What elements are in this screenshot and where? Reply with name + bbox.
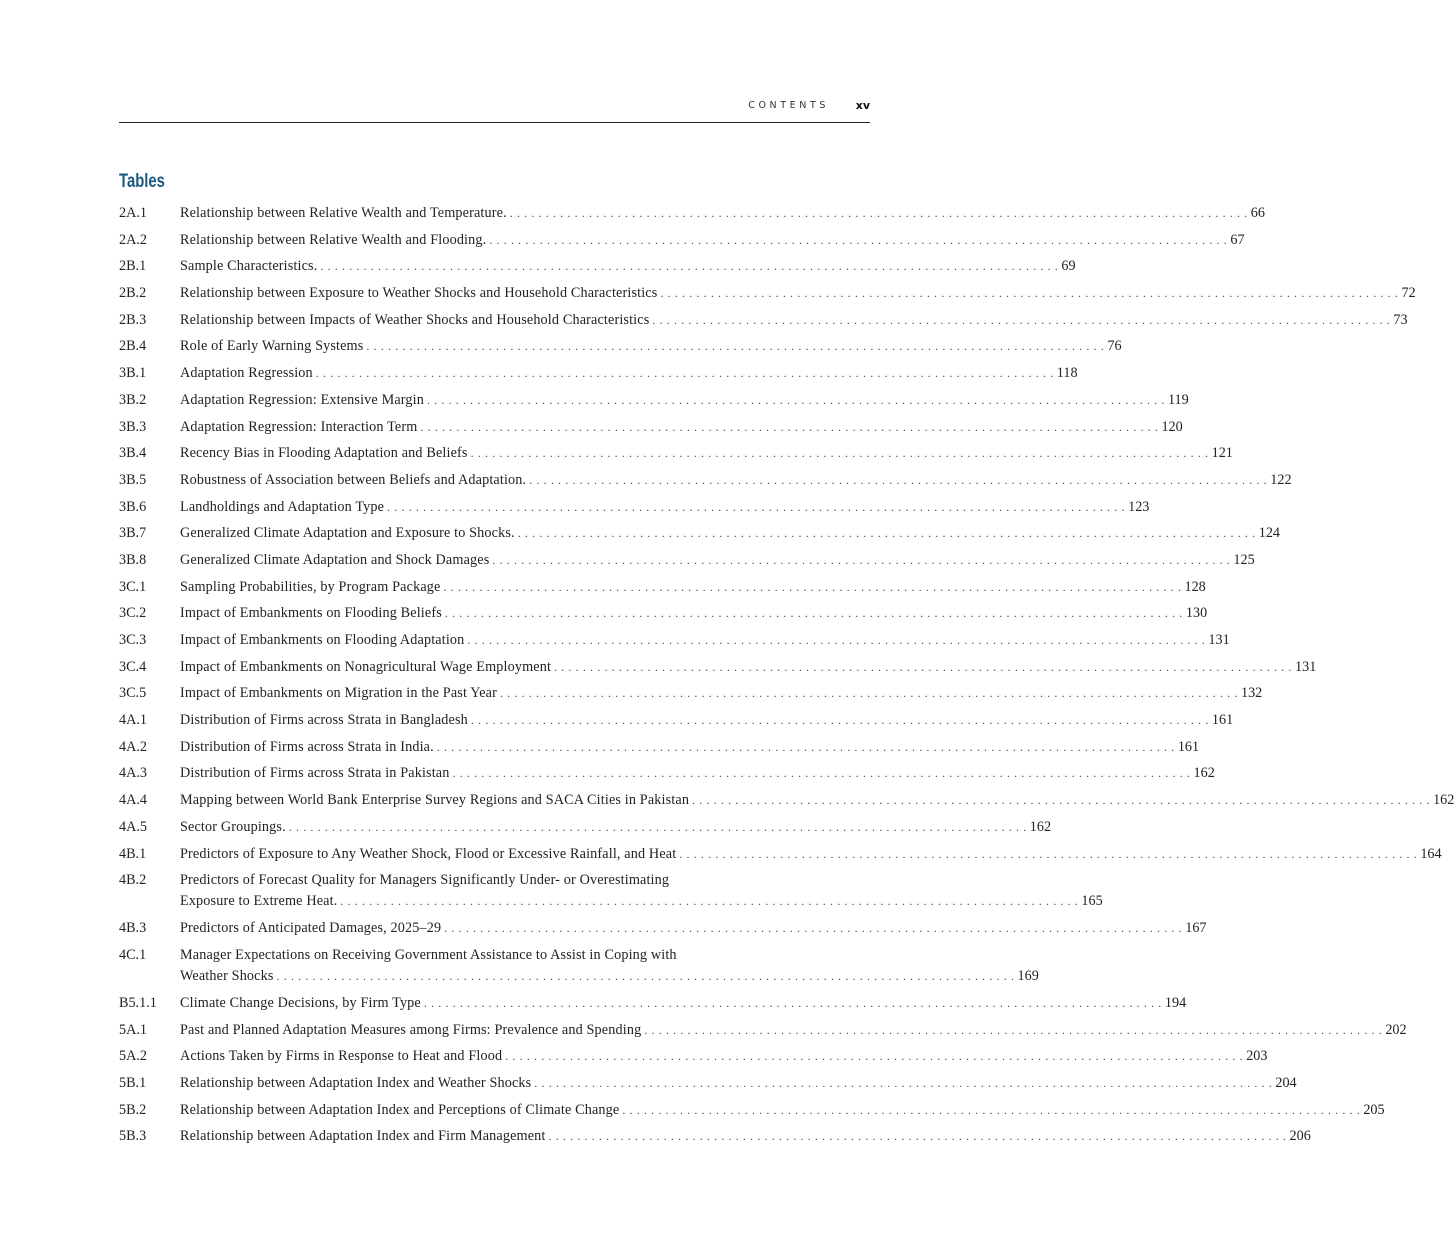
dot-leader bbox=[387, 497, 1125, 518]
toc-entry-body bbox=[180, 1126, 1311, 1147]
running-header bbox=[119, 98, 870, 123]
dot-leader bbox=[679, 844, 1417, 865]
dot-leader bbox=[622, 1100, 1360, 1121]
toc-entry-body bbox=[180, 1046, 1267, 1067]
toc-entry-number: 4A.2 bbox=[119, 738, 147, 755]
toc-entry-number: 2A.2 bbox=[119, 231, 147, 248]
toc-entry-page[interactable]: 128 bbox=[1184, 578, 1206, 595]
toc-entry-number: 4A.3 bbox=[119, 765, 147, 782]
toc-entry[interactable] bbox=[119, 283, 1416, 310]
toc-entry[interactable] bbox=[119, 1073, 1297, 1100]
dot-leader bbox=[529, 470, 1267, 491]
toc-entry-page[interactable]: 119 bbox=[1167, 391, 1189, 408]
toc-entry-body bbox=[180, 417, 1183, 438]
toc-entry-title[interactable]: Impact of Embankments on Migration in the Past Year bbox=[180, 685, 497, 702]
toc-entry-page[interactable]: 169 bbox=[1017, 967, 1039, 984]
toc-entry-page[interactable]: 67 bbox=[1230, 231, 1245, 248]
toc-entry-title[interactable]: Relationship between Relative Wealth and Flooding. bbox=[180, 231, 487, 248]
toc-entry-body bbox=[180, 390, 1189, 411]
toc-entry[interactable] bbox=[119, 230, 1245, 257]
toc-entry-body bbox=[180, 737, 1199, 758]
toc-entry-page[interactable]: 203 bbox=[1246, 1048, 1268, 1065]
toc-entry-body bbox=[180, 497, 1149, 518]
toc-entry-number: 2B.4 bbox=[119, 338, 147, 355]
toc-entry-title[interactable]: Robustness of Association between Beliefs and Adaptation. bbox=[180, 471, 527, 488]
toc-entry-title[interactable]: Mapping between World Bank Enterprise Survey Regions and SACA Cities in Pakistan bbox=[180, 792, 690, 809]
toc-entry[interactable] bbox=[119, 710, 1234, 737]
toc-entry[interactable] bbox=[119, 945, 1039, 993]
dot-leader bbox=[366, 336, 1104, 357]
dot-leader bbox=[424, 993, 1162, 1014]
toc-entry-body bbox=[180, 657, 1316, 678]
toc-entry-number: 2B.1 bbox=[119, 258, 147, 275]
toc-entry-body bbox=[180, 844, 1442, 865]
toc-entry-number: 3B.5 bbox=[119, 471, 147, 488]
toc-entry-body bbox=[180, 870, 1103, 912]
toc-entry[interactable] bbox=[119, 763, 1215, 790]
toc-entry-title[interactable]: Generalized Climate Adaptation and Exposure to Shocks. bbox=[180, 525, 515, 542]
toc-entry-number: 4B.1 bbox=[119, 845, 147, 862]
dot-leader bbox=[510, 203, 1248, 224]
toc-entry-title[interactable]: Predictors of Exposure to Any Weather Shock, Flood or Excessive Rainfall, and Heat bbox=[180, 845, 677, 862]
toc-entry-title[interactable]: Climate Change Decisions, by Firm Type bbox=[180, 994, 421, 1011]
toc-entry-title[interactable]: Predictors of Anticipated Damages, 2025–29 bbox=[180, 920, 442, 937]
toc-entry-title[interactable]: Relationship between Adaptation Index and Perceptions of Climate Change bbox=[180, 1101, 620, 1118]
dot-leader bbox=[444, 918, 1182, 939]
dot-leader bbox=[289, 817, 1027, 838]
toc-entry-number: 4A.4 bbox=[119, 792, 147, 809]
table-of-contents bbox=[119, 203, 1454, 1153]
toc-entry-page[interactable]: 125 bbox=[1233, 551, 1255, 568]
toc-entry-title[interactable]: Adaptation Regression bbox=[180, 365, 313, 382]
toc-entry-number: 3B.7 bbox=[119, 525, 147, 542]
toc-entry-number: 3C.1 bbox=[119, 578, 147, 595]
section-heading: Tables bbox=[119, 171, 165, 192]
toc-entry[interactable] bbox=[119, 1100, 1385, 1127]
dot-leader bbox=[652, 310, 1390, 331]
toc-entry-body bbox=[180, 310, 1408, 331]
toc-entry-number: 5B.2 bbox=[119, 1101, 147, 1118]
toc-entry-number: 4B.3 bbox=[119, 920, 147, 937]
dot-leader bbox=[420, 417, 1158, 438]
dot-leader bbox=[492, 550, 1230, 571]
toc-entry-title[interactable]: Relationship between Relative Wealth and Temperature. bbox=[180, 205, 507, 221]
toc-entry-page[interactable]: 118 bbox=[1056, 365, 1078, 382]
dot-leader bbox=[554, 657, 1292, 678]
toc-entry-body bbox=[180, 945, 1039, 987]
toc-entry-body bbox=[180, 763, 1215, 784]
toc-entry-page[interactable]: 205 bbox=[1363, 1101, 1385, 1118]
toc-entry-body bbox=[180, 683, 1262, 704]
toc-entry-page[interactable]: 164 bbox=[1420, 845, 1442, 862]
toc-entry[interactable] bbox=[119, 683, 1263, 710]
toc-entry-page[interactable]: 123 bbox=[1128, 498, 1150, 515]
toc-entry-title[interactable]: Relationship between Exposure to Weather Shocks and Household Characteristics bbox=[180, 285, 658, 302]
dot-leader bbox=[534, 1073, 1272, 1094]
toc-entry-title-line1: Manager Expectations on Receiving Government Assistance to Assist in Coping with bbox=[180, 946, 677, 963]
toc-entry[interactable] bbox=[119, 1046, 1268, 1073]
toc-entry[interactable] bbox=[119, 550, 1255, 577]
toc-entry-body bbox=[180, 1100, 1385, 1121]
toc-entry[interactable] bbox=[119, 363, 1078, 390]
toc-entry-page[interactable]: 122 bbox=[1270, 471, 1292, 488]
toc-entry-title[interactable]: Impact of Embankments on Flooding Beliefs bbox=[180, 605, 442, 622]
toc-entry[interactable] bbox=[119, 918, 1207, 945]
toc-entry[interactable] bbox=[119, 497, 1150, 524]
toc-entry-title[interactable]: Impact of Embankments on Nonagricultural Wage Employment bbox=[180, 658, 552, 675]
toc-entry-page[interactable]: 130 bbox=[1185, 605, 1208, 622]
toc-entry-number: 2B.2 bbox=[119, 285, 147, 302]
toc-entry-title[interactable]: Sample Characteristics. bbox=[180, 258, 318, 275]
toc-entry[interactable] bbox=[119, 630, 1230, 657]
dot-leader bbox=[437, 737, 1175, 758]
dot-leader bbox=[660, 283, 1398, 304]
running-header-section: CONTENTS bbox=[748, 100, 829, 111]
toc-entry-body bbox=[180, 203, 1265, 224]
toc-entry-page[interactable]: 194 bbox=[1164, 994, 1187, 1011]
toc-entry-body bbox=[180, 336, 1122, 357]
dot-leader bbox=[427, 390, 1165, 411]
toc-entry-title[interactable]: Relationship between Adaptation Index and Weather Shocks bbox=[180, 1074, 532, 1091]
toc-entry[interactable] bbox=[119, 844, 1442, 871]
toc-entry-page[interactable]: 124 bbox=[1258, 525, 1281, 542]
toc-entry[interactable] bbox=[119, 470, 1292, 497]
running-header-page-number: xv bbox=[855, 99, 870, 112]
toc-entry-page[interactable]: 206 bbox=[1289, 1128, 1311, 1145]
toc-entry[interactable] bbox=[119, 1126, 1311, 1153]
toc-entry[interactable] bbox=[119, 443, 1233, 470]
toc-entry-title[interactable]: Past and Planned Adaptation Measures among Firms: Prevalence and Spending bbox=[180, 1021, 642, 1038]
toc-entry-title[interactable]: Impact of Embankments on Flooding Adaptation bbox=[180, 632, 465, 648]
toc-entry-number: 3C.3 bbox=[119, 632, 147, 648]
toc-entry-title[interactable]: Relationship between Adaptation Index and Firm Management bbox=[180, 1128, 546, 1145]
toc-entry-body bbox=[180, 230, 1245, 251]
toc-entry-number: 5A.1 bbox=[119, 1021, 147, 1038]
toc-entry-body bbox=[180, 918, 1207, 939]
toc-entry[interactable] bbox=[119, 993, 1187, 1020]
toc-entry-title[interactable]: Sector Groupings. bbox=[180, 818, 286, 835]
toc-entry[interactable] bbox=[119, 523, 1281, 550]
toc-entry[interactable] bbox=[119, 737, 1200, 764]
toc-entry-number: 3C.4 bbox=[119, 658, 147, 675]
toc-entry-title[interactable]: Actions Taken by Firms in Response to Heat and Flood bbox=[180, 1048, 503, 1065]
toc-entry-page[interactable]: 162 bbox=[1433, 792, 1454, 809]
toc-entry-title[interactable]: Generalized Climate Adaptation and Shock Damages bbox=[180, 551, 490, 568]
dot-leader bbox=[549, 1126, 1287, 1147]
toc-entry-body bbox=[180, 523, 1280, 544]
toc-entry-body bbox=[180, 283, 1416, 304]
toc-entry[interactable] bbox=[119, 390, 1189, 417]
toc-entry[interactable] bbox=[119, 870, 1103, 918]
toc-entry[interactable] bbox=[119, 203, 1265, 230]
toc-entry-body bbox=[180, 256, 1076, 277]
toc-entry-number: 2B.3 bbox=[119, 311, 147, 328]
toc-entry[interactable] bbox=[119, 603, 1208, 630]
toc-entry-body bbox=[180, 1020, 1407, 1041]
toc-entry-number: 2A.1 bbox=[119, 205, 147, 221]
toc-entry-page[interactable]: 165 bbox=[1081, 893, 1103, 910]
toc-entry-page[interactable]: 131 bbox=[1295, 658, 1317, 675]
dot-leader bbox=[445, 603, 1183, 624]
toc-entry-body bbox=[180, 1073, 1297, 1094]
toc-entry-number: 3B.1 bbox=[119, 365, 147, 382]
toc-entry-body bbox=[180, 710, 1233, 731]
toc-entry-body bbox=[180, 470, 1292, 491]
toc-entry-title[interactable]: Distribution of Firms across Strata in Pakistan bbox=[180, 765, 450, 782]
toc-entry-page[interactable]: 162 bbox=[1193, 765, 1215, 782]
toc-entry-number: 5B.3 bbox=[119, 1128, 147, 1145]
toc-entry-title[interactable]: Relationship between Impacts of Weather Shocks and Household Characteristics bbox=[180, 311, 650, 328]
toc-entry-number: 4B.2 bbox=[119, 872, 147, 889]
toc-entry-title[interactable]: Landholdings and Adaptation Type bbox=[180, 498, 385, 515]
toc-entry-page[interactable]: 132 bbox=[1240, 685, 1263, 702]
toc-entry-title[interactable]: Exposure to Extreme Heat. bbox=[180, 893, 338, 910]
toc-entry[interactable] bbox=[119, 310, 1408, 337]
dot-leader bbox=[692, 790, 1430, 811]
toc-entry-page[interactable]: 167 bbox=[1185, 920, 1207, 937]
toc-entry-number: 5B.1 bbox=[119, 1074, 147, 1091]
toc-entry-body bbox=[180, 993, 1186, 1014]
toc-entry-body bbox=[180, 363, 1078, 384]
toc-entry-title[interactable]: Role of Early Warning Systems bbox=[180, 338, 364, 355]
toc-entry-body bbox=[180, 577, 1206, 598]
toc-entry-page[interactable]: 161 bbox=[1177, 738, 1200, 755]
dot-leader bbox=[453, 763, 1191, 784]
toc-entry-number: 3B.4 bbox=[119, 445, 147, 462]
toc-entry[interactable] bbox=[119, 256, 1076, 283]
toc-entry-body bbox=[180, 817, 1051, 838]
toc-entry-title[interactable]: Adaptation Regression: Interaction Term bbox=[180, 418, 418, 435]
toc-entry-body bbox=[180, 550, 1255, 571]
toc-entry-page[interactable]: 204 bbox=[1275, 1074, 1297, 1091]
toc-entry-page[interactable]: 121 bbox=[1211, 445, 1233, 462]
toc-entry-body bbox=[180, 630, 1230, 651]
dot-leader bbox=[277, 966, 1015, 987]
dot-leader bbox=[443, 577, 1181, 598]
dot-leader bbox=[644, 1020, 1382, 1041]
toc-entry-number: 4A.1 bbox=[119, 712, 147, 729]
toc-entry-number: 4C.1 bbox=[119, 946, 147, 963]
dot-leader bbox=[471, 710, 1209, 731]
toc-entry-page[interactable]: 69 bbox=[1061, 258, 1076, 275]
toc-entry-title-line1: Predictors of Forecast Quality for Managers Significantly Under- or Overestimating bbox=[180, 872, 670, 889]
toc-entry[interactable] bbox=[119, 577, 1206, 604]
toc-entry-number: 3B.8 bbox=[119, 551, 147, 568]
toc-entry-page[interactable]: 202 bbox=[1385, 1021, 1407, 1038]
toc-entry-page[interactable]: 72 bbox=[1401, 285, 1416, 302]
dot-leader bbox=[500, 683, 1238, 704]
toc-entry[interactable] bbox=[119, 657, 1317, 684]
toc-entry[interactable] bbox=[119, 1020, 1407, 1047]
toc-entry-title[interactable]: Distribution of Firms across Strata in India. bbox=[180, 738, 434, 755]
toc-entry-body bbox=[180, 443, 1233, 464]
toc-entry-number: 5A.2 bbox=[119, 1048, 147, 1065]
toc-entry-number: B5.1.1 bbox=[119, 994, 157, 1011]
toc-entry-title[interactable]: Sampling Probabilities, by Program Package bbox=[180, 578, 441, 595]
toc-entry-number: 3B.3 bbox=[119, 418, 147, 435]
toc-entry-number: 3B.2 bbox=[119, 391, 147, 408]
toc-entry-page[interactable]: 161 bbox=[1211, 712, 1234, 729]
toc-entry-page[interactable]: 73 bbox=[1393, 311, 1408, 328]
toc-entry-page[interactable]: 131 bbox=[1208, 632, 1230, 648]
toc-entry-title[interactable]: Recency Bias in Flooding Adaptation and Beliefs bbox=[180, 445, 468, 462]
toc-entry-number: 3B.6 bbox=[119, 498, 147, 515]
dot-leader bbox=[467, 630, 1205, 651]
dot-leader bbox=[340, 891, 1078, 912]
toc-entry[interactable] bbox=[119, 336, 1122, 363]
toc-entry-body bbox=[180, 790, 1454, 811]
toc-entry-title[interactable]: Weather Shocks bbox=[180, 967, 274, 984]
toc-entry-page[interactable]: 76 bbox=[1107, 338, 1122, 355]
toc-entry-number: 3C.5 bbox=[119, 685, 147, 702]
toc-entry[interactable] bbox=[119, 790, 1454, 817]
toc-entry[interactable] bbox=[119, 417, 1183, 444]
toc-entry-page[interactable]: 120 bbox=[1161, 418, 1183, 435]
toc-entry-number: 3C.2 bbox=[119, 605, 147, 622]
dot-leader bbox=[316, 363, 1054, 384]
toc-entry-page[interactable]: 162 bbox=[1029, 818, 1052, 835]
toc-entry[interactable] bbox=[119, 817, 1052, 844]
dot-leader bbox=[505, 1046, 1243, 1067]
toc-entry-page[interactable]: 66 bbox=[1250, 205, 1265, 221]
dot-leader bbox=[518, 523, 1256, 544]
toc-entry-title[interactable]: Adaptation Regression: Extensive Margin bbox=[180, 391, 424, 408]
toc-entry-number: 4A.5 bbox=[119, 818, 147, 835]
dot-leader bbox=[471, 443, 1209, 464]
dot-leader bbox=[489, 230, 1227, 251]
dot-leader bbox=[320, 256, 1058, 277]
toc-entry-title[interactable]: Distribution of Firms across Strata in Bangladesh bbox=[180, 712, 468, 729]
toc-entry-body bbox=[180, 603, 1207, 624]
